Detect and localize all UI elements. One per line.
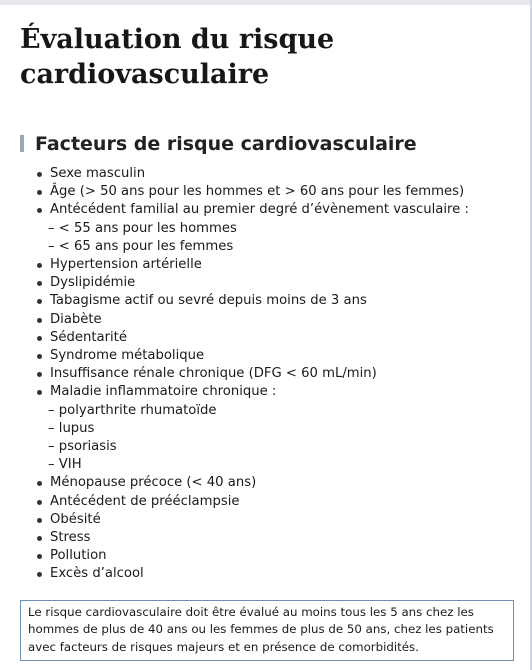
recommendation-callout (20, 600, 514, 661)
callout-text: Le risque cardiovasculaire doit être évalué au moins tous les 5 ans chez les hommes de plus de 40 ans ou les femmes de plus de 50 ans, chez les patients avec facteurs de risques majeurs et en présence de comorbidités. (28, 605, 494, 654)
risk-factor-item: Stress (36, 529, 506, 547)
risk-factor-item: Obésité (36, 511, 506, 529)
section-title: Facteurs de risque cardiovasculaire (35, 133, 417, 155)
risk-factor-subitem: – lupus (48, 420, 95, 436)
risk-factor-item: Âge (> 50 ans pour les hommes et > 60 ans pour les femmes) (36, 183, 506, 201)
section-marker-icon (20, 135, 24, 152)
section-header (16, 130, 506, 158)
risk-factor-item: Ménopause précoce (< 40 ans) (36, 474, 506, 492)
page-title: Évaluation du risque cardiovasculaire (20, 24, 335, 90)
risk-factor-item: Antécédent familial au premier degré d’évènement vasculaire : (36, 201, 506, 219)
risk-factor-subitem: – VIH (48, 457, 82, 473)
top-divider (0, 0, 532, 5)
risk-factor-subitem: – < 65 ans pour les femmes (48, 238, 234, 254)
risk-factor-item: Syndrome métabolique (36, 347, 506, 365)
risk-factor-item: Sédentarité (36, 329, 506, 347)
risk-factor-item: Antécédent de prééclampsie (36, 493, 506, 511)
risk-factor-list (36, 165, 506, 584)
risk-factor-subitem: – polyarthrite rhumatoïde (48, 402, 217, 418)
risk-factor-subitem: – psoriasis (48, 439, 117, 455)
risk-factor-item: Sexe masculin (36, 165, 506, 183)
risk-factor-item: Pollution (36, 547, 506, 565)
risk-factor-item: Excès d’alcool (36, 565, 506, 583)
risk-factor-item: Dyslipidémie (36, 274, 506, 292)
risk-factor-item: Diabète (36, 311, 506, 329)
risk-factor-item: Insuffisance rénale chronique (DFG < 60 mL/min) (36, 365, 506, 383)
risk-factor-item: Hypertension artérielle (36, 256, 506, 274)
risk-factor-item: Tabagisme actif ou sevré depuis moins de 3 ans (36, 292, 506, 310)
risk-factor-subitem: – < 55 ans pour les hommes (48, 220, 237, 236)
risk-factor-item: Maladie inflammatoire chronique : (36, 383, 506, 401)
